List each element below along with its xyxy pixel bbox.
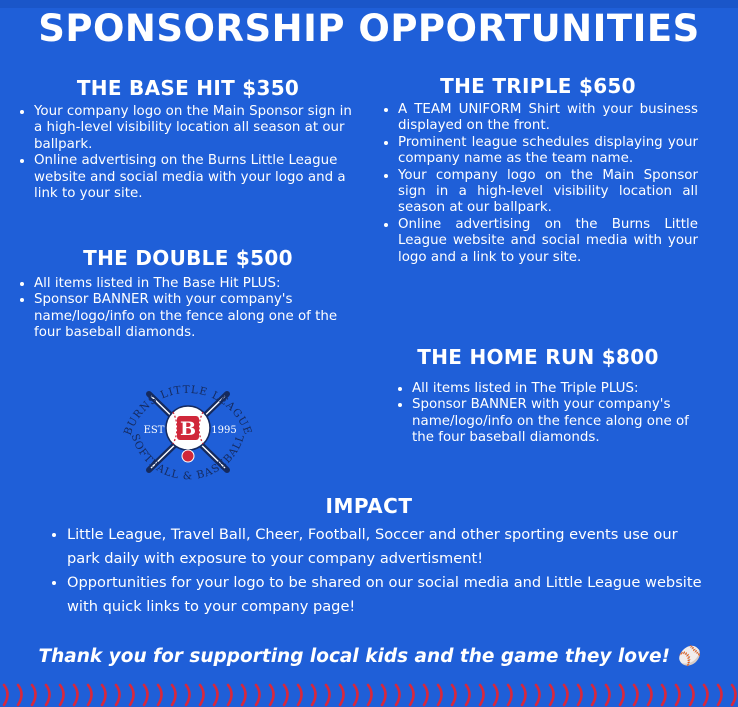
league-logo-graphic (111, 372, 265, 488)
stitch-mark (634, 685, 638, 705)
stitch-mark (88, 685, 92, 705)
logo-arc-top: BURNS LITTLE LEAGUE (121, 383, 255, 437)
stitch-mark (676, 685, 680, 705)
baseball-stitch-border (0, 681, 738, 707)
stitch-mark (732, 685, 736, 705)
impact-title: IMPACT (325, 494, 413, 518)
stitch-mark (480, 685, 484, 705)
logo-est: EST (143, 425, 165, 436)
stitch-mark (270, 685, 274, 705)
stitch-mark (74, 685, 78, 705)
stitch-mark (564, 685, 568, 705)
stitch-mark (494, 685, 498, 705)
stitch-mark (214, 685, 218, 705)
thank-you-message: Thank you for supporting local kids and the game they love! ⚾ (38, 646, 700, 667)
tier-list (14, 276, 362, 342)
tier-double (14, 246, 362, 342)
tier-title: THE DOUBLE $500 (83, 246, 293, 270)
list-item: • Opportunities for your logo to be shared on our social media and Little League website with quick links to your company page! (67, 571, 705, 619)
impact-section (45, 523, 705, 619)
stitch-mark (550, 685, 554, 705)
list-item: • Sponsor BANNER with your company's name/logo/info on the fence along one of the four baseball diamonds. (34, 292, 362, 341)
list-item: • Your company logo on the Main Sponsor sign in a high-level visibility location all season at our ballpark. (398, 168, 698, 217)
stitch-mark (242, 685, 246, 705)
stitch-mark (368, 685, 372, 705)
stitch-mark (410, 685, 414, 705)
tier-title: THE HOME RUN $800 (417, 345, 659, 369)
stitch-mark (186, 685, 190, 705)
stitch-mark (424, 685, 428, 705)
tier-title: THE TRIPLE $650 (440, 74, 636, 98)
list-item: • Prominent league schedules displaying your company name as the team name. (398, 135, 698, 168)
tier-triple (378, 74, 698, 266)
stitch-mark (284, 685, 288, 705)
tier-list (14, 104, 362, 202)
stitch-mark (536, 685, 540, 705)
stitch-mark (312, 685, 316, 705)
stitch-mark (60, 685, 64, 705)
list-item: • All items listed in The Triple PLUS: (412, 381, 698, 397)
tier-list (378, 381, 698, 447)
logo-year: 1995 (211, 425, 237, 436)
list-item: • Online advertising on the Burns Little League website and social media with your logo and a link to your site. (34, 153, 362, 202)
stitch-marks (4, 685, 736, 705)
stitch-mark (158, 685, 162, 705)
stitch-mark (606, 685, 610, 705)
list-item: • Little League, Travel Ball, Cheer, Football, Soccer and other sporting events use our park daily with exposure to your company advertisment! (67, 523, 705, 571)
list-item: • Your company logo on the Main Sponsor sign in a high-level visibility location all season at our ballpark. (34, 104, 362, 153)
stitch-mark (522, 685, 526, 705)
page-title: SPONSORSHIP OPPORTUNITIES (38, 7, 700, 50)
logo-arc-bottom: SOFTBALL & BASEBALL (128, 432, 248, 483)
stitch-mark (718, 685, 722, 705)
impact-list (45, 523, 705, 619)
stitch-mark (102, 685, 106, 705)
stitch-mark (4, 685, 8, 705)
stitch-mark (690, 685, 694, 705)
stitch-mark (298, 685, 302, 705)
tier-base-hit (14, 76, 362, 202)
logo-letter: B (179, 418, 197, 440)
stitch-mark (648, 685, 652, 705)
stitch-mark (32, 685, 36, 705)
stitch-mark (354, 685, 358, 705)
stitch-mark (620, 685, 624, 705)
list-item: • Sponsor BANNER with your company's name/logo/info on the fence along one of the four baseball diamonds. (412, 397, 698, 446)
league-logo (111, 372, 265, 488)
tier-list (378, 102, 698, 266)
tier-home-run (378, 345, 698, 447)
stitch-mark (704, 685, 708, 705)
stitch-mark (326, 685, 330, 705)
stitch-mark (578, 685, 582, 705)
list-item: • All items listed in The Base Hit PLUS: (34, 276, 362, 292)
crest-icon (182, 450, 194, 462)
list-item: • Online advertising on the Burns Little League website and social media with your logo and a link to your site. (398, 217, 698, 266)
stitch-mark (172, 685, 176, 705)
list-item: • A TEAM UNIFORM Shirt with your business displayed on the front. (398, 102, 698, 135)
stitch-mark (396, 685, 400, 705)
stitch-mark (508, 685, 512, 705)
stitch-mark (340, 685, 344, 705)
stitch-mark (256, 685, 260, 705)
stitch-mark (438, 685, 442, 705)
stitch-mark (592, 685, 596, 705)
tier-title: THE BASE HIT $350 (76, 76, 300, 100)
stitch-mark (452, 685, 456, 705)
stitch-mark (228, 685, 232, 705)
stitch-mark (200, 685, 204, 705)
stitch-mark (662, 685, 666, 705)
stitch-mark (130, 685, 134, 705)
stitch-mark (466, 685, 470, 705)
stitch-mark (46, 685, 50, 705)
stitch-mark (18, 685, 22, 705)
stitch-mark (382, 685, 386, 705)
stitch-mark (116, 685, 120, 705)
stitch-mark (144, 685, 148, 705)
